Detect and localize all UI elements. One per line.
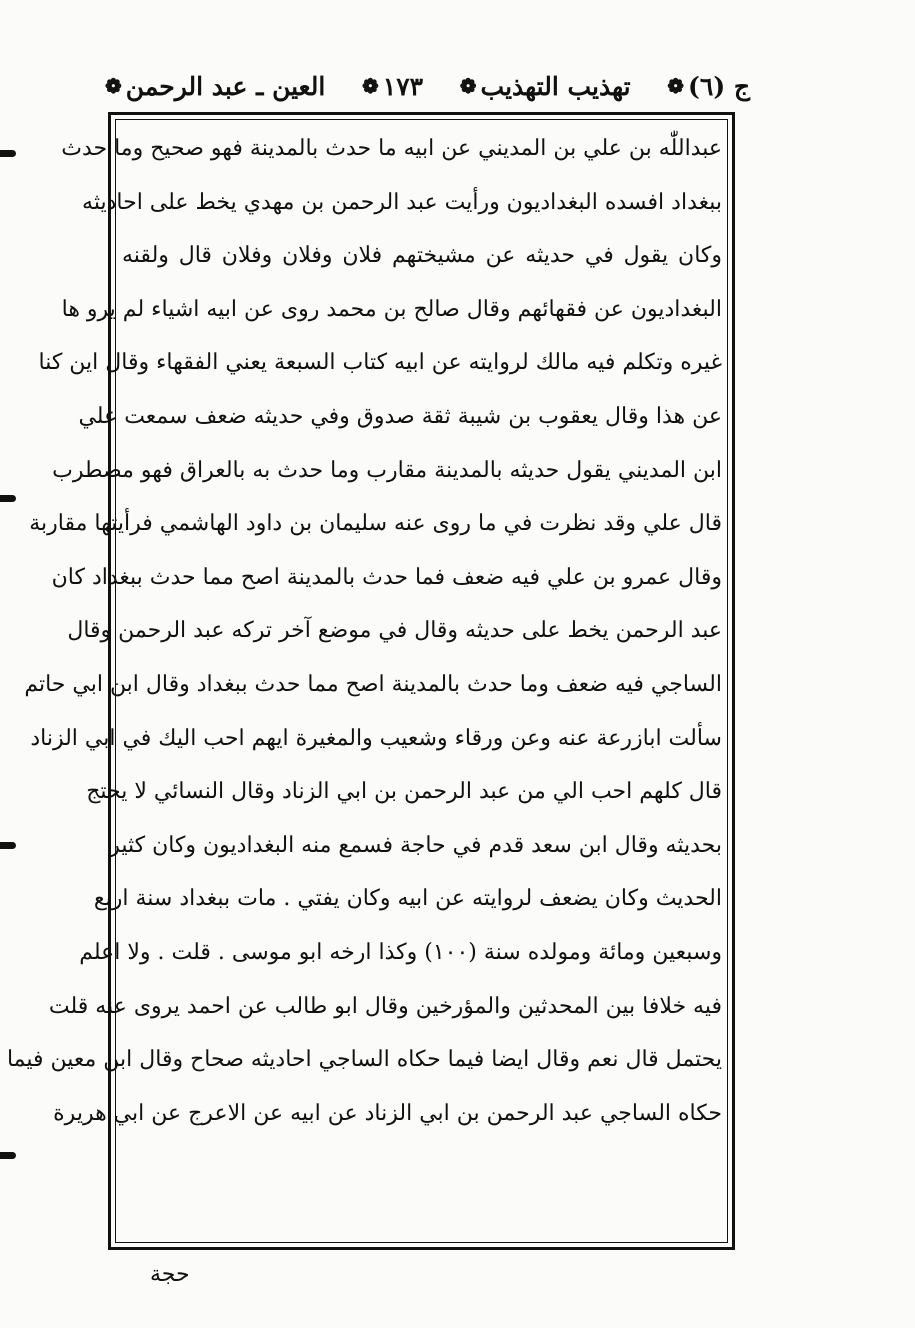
text-line: بحديثه وقال ابن سعد قدم في حاجة فسمع منه البغداديون وكان كثير	[109, 832, 722, 858]
scan-edge-mark	[0, 150, 16, 157]
section-title: العين ـ عبد الرحمن	[125, 71, 326, 101]
text-line: فيه خلافا بين المحدثين والمؤرخين وقال ابو طالب عن احمد يروى عنه قلت	[48, 993, 722, 1019]
ornament-icon: ❁	[362, 74, 379, 98]
header-page-segment	[362, 72, 423, 101]
text-line: قال علي وقد نظرت في ما روى عنه سليمان بن داود الهاشمي فرأيتها مقاربة	[29, 511, 722, 537]
header-title-segment	[460, 72, 631, 101]
text-line: وكان يقول في حديثه عن مشيختهم فلان وفلان وفلان قال ولقنه	[122, 243, 722, 269]
scan-edge-mark	[0, 842, 16, 849]
text-line: الحديث وكان يضعف لروايته عن ابيه وكان يفتي . مات ببغداد سنة اربع	[93, 886, 722, 912]
body-text	[6, 122, 722, 1140]
ornament-icon: ❁	[667, 74, 685, 98]
page-header	[105, 62, 750, 110]
text-line: وقال عمرو بن علي فيه ضعف فما حدث بالمدينة اصح مما حدث ببغداد كان	[51, 564, 722, 590]
text-line: عن هذا وقال يعقوب بن شيبة ثقة صدوق وفي حديثه ضعف سمعت علي	[78, 403, 722, 429]
text-line: غيره وتكلم فيه مالك لروايته عن ابيه كتاب السبعة يعني الفقهاء وقال اين كنا	[38, 350, 722, 376]
text-line: البغداديون عن فقهائهم وقال صالح بن محمد روى عن ابيه اشياء لم يرو ها	[61, 296, 722, 322]
ornament-icon: ❁	[459, 74, 477, 98]
text-line: عبداللّٰه بن علي بن المديني عن ابيه ما حدث بالمدينة فهو صحيح وما حدث	[61, 136, 722, 161]
header-volume-segment	[667, 72, 750, 101]
ornament-icon: ❁	[105, 74, 122, 98]
volume-label: ج (٦)	[688, 71, 750, 101]
text-line: قال كلهم احب الي من عبد الرحمن بن ابي الزناد وقال النسائي لا يحتج	[86, 779, 722, 805]
text-line: ببغداد افسده البغداديون ورأيت عبد الرحمن بن مهدي يخط على احاديثه	[82, 189, 722, 215]
scan-edge-mark	[0, 1152, 16, 1159]
book-title: تهذيب التهذيب	[480, 71, 631, 101]
text-line: عبد الرحمن يخط على حديثه وقال في موضع آخر تركه عبد الرحمن وقال	[67, 618, 722, 644]
text-line: سألت ابازرعة عنه وعن ورقاء وشعيب والمغيرة ايهم احب اليك في ابي الزناد	[30, 725, 722, 751]
text-line: يحتمل قال نعم وقال ايضا فيما حكاه الساجي احاديثه صحاح وقال ابن معين فيما	[6, 1047, 722, 1073]
text-line: الساجي فيه ضعف وما حدث بالمدينة اصح مما حدث ببغداد وقال ابن ابي حاتم	[24, 671, 722, 697]
text-line: ابن المديني يقول حديثه بالمدينة مقارب وما حدث به بالعراق فهو مضطرب	[52, 457, 722, 483]
catchword: حجة	[150, 1262, 190, 1287]
text-line: حكاه الساجي عبد الرحمن بن ابي الزناد عن ابيه عن الاعرج عن ابي هريرة	[53, 1100, 722, 1126]
page-number: ١٧٣	[382, 71, 424, 101]
text-line: وسبعين ومائة ومولده سنة (١٠٠) وكذا ارخه ابو موسى . قلت . ولا اعلم	[79, 939, 722, 965]
header-section-segment	[105, 72, 325, 101]
scan-edge-mark	[0, 495, 16, 502]
